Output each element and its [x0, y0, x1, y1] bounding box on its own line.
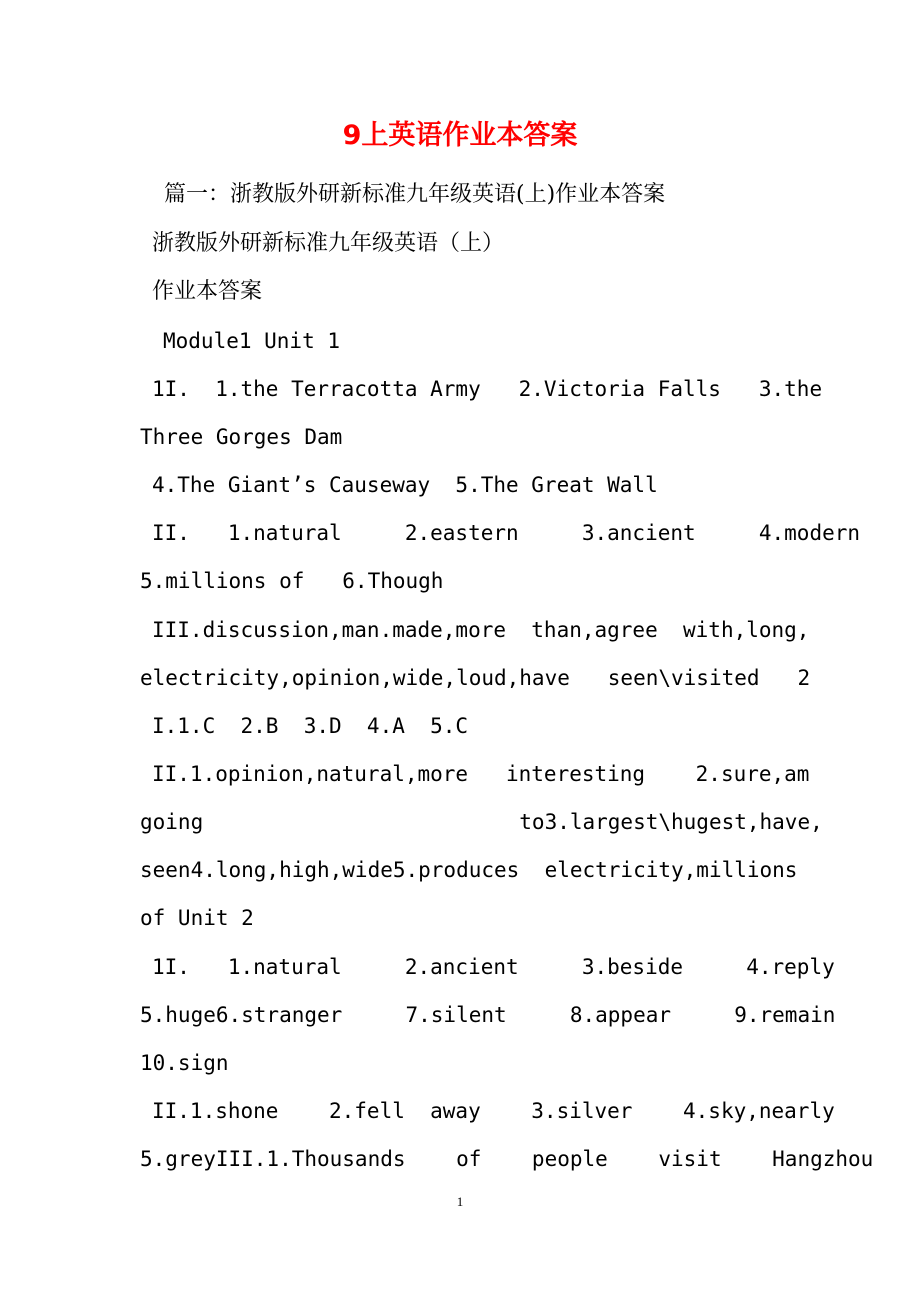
text-line: electricity,opinion,wide,loud,have seen\visited 2: [140, 666, 811, 690]
text-line: 5.greyIII.1.Thousands of people visit Hangzhou: [140, 1147, 874, 1171]
text-line: 10.sign: [140, 1051, 229, 1075]
text-line: 4.The Giant’s Causeway 5.The Great Wall: [152, 473, 658, 497]
text-line: 1I. 1.natural 2.ancient 3.beside 4.reply: [152, 955, 835, 979]
text-line: III.discussion,man.made,more than,agree with,long,: [152, 618, 810, 642]
text-line-unit-heading: of Unit 2: [140, 906, 254, 930]
text-line: going to3.largest\hugest,have,: [140, 810, 823, 834]
text-line-section-heading: 篇一：浙教版外研新标准九年级英语(上)作业本答案: [164, 182, 666, 207]
text-line: 1I. 1.the Terracotta Army 2.Victoria Falls 3.the: [152, 377, 823, 401]
text-line: 5.millions of 6.Though: [140, 569, 444, 593]
page-number: 1: [456, 1194, 464, 1209]
text-line-module-heading: Module1 Unit 1: [163, 329, 341, 353]
text-line: II.1.opinion,natural,more interesting 2.sure,am: [152, 762, 810, 786]
text-line: Three Gorges Dam: [140, 425, 343, 449]
document-title: 9上英语作业本答案: [342, 120, 578, 151]
text-line-answer-label: 作业本答案: [152, 279, 263, 304]
text-line: seen4.long,high,wide5.produces electricity,millions: [140, 858, 798, 882]
text-line: II. 1.natural 2.eastern 3.ancient 4.modern: [152, 521, 861, 545]
text-line: I.1.C 2.B 3.D 4.A 5.C: [152, 714, 469, 738]
text-line: II.1.shone 2.fell away 3.silver 4.sky,nearly: [152, 1099, 835, 1123]
text-line: 5.huge6.stranger 7.silent 8.appear 9.remain: [140, 1003, 836, 1027]
text-line-subtitle: 浙教版外研新标准九年级英语（上）: [152, 231, 505, 256]
